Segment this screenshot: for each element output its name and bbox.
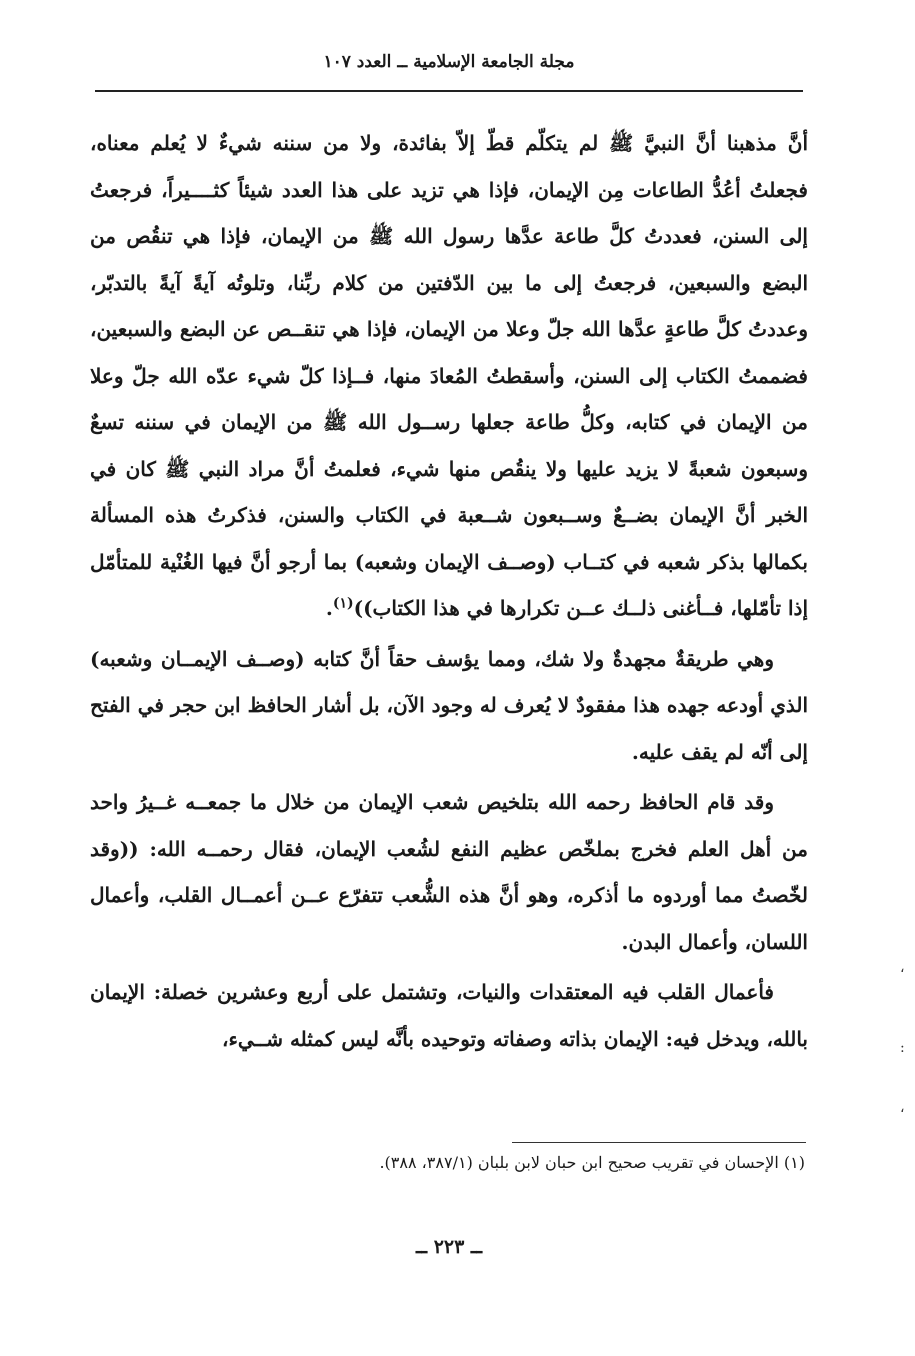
page-number: ــ ٢٢٣ ــ (415, 1236, 483, 1258)
paragraph-3: وقد قام الحافظ رحمه الله بتلخيص شعب الإيمان من خلال ما جمعــه غــيرُ واحد من أهل العلم فخرج بملخّص عظيم النفع لشُعب الإيمان، فقال رحمــه الله: ((وقد لخّصتُ مما أوردوه ما أذكره، وهو أنَّ هذه الشُّعب تتفرّع عــن أعمــال القلب، وأعمال اللسان، وأعمال البدن. (90, 790, 808, 954)
footnote: (١) الإحسان في تقريب صحيح ابن حبان لابن بلبان (٣٨٧/١، ٣٨٨). (379, 1153, 805, 1172)
footnote-divider (512, 1142, 806, 1143)
paragraph-4: فأعمال القلب فيه المعتقدات والنيات، وتشتمل على أربع وعشرين خصلة: الإيمان بالله، ويدخل فيه: الإيمان بذاته وصفاته وتوحيده بأنَّه ليس كمثله شــيء، (90, 980, 808, 1051)
header-divider (95, 90, 803, 92)
paragraph-1-end: . (325, 596, 333, 620)
margin-mark: ، (900, 1100, 905, 1116)
margin-mark: ، (900, 960, 905, 976)
paragraph-1 (90, 120, 808, 632)
running-header: مجلة الجامعة الإسلامية ــ العدد ١٠٧ (323, 52, 575, 72)
paragraph-1-text: أنَّ مذهبنا أنَّ النبيَّ ﷺ لم يتكلّم قطّ إلاّ بفائدة، ولا من سننه شيءٌ لا يُعلم معناه، فجعلتُ أعُدُّ الطاعات مِن الإيمان، فإذا هي تزيد على هذا العدد شيئاً كثــــيراً، فرجعتُ إلى السنن، فعددتُ كلَّ طاعة عدَّها رسول الله ﷺ من الإيمان، فإذا هي تنقُص من البضع والسبعين، فرجعتُ إلى ما بين الدّفتين من كلام ربِّنا، وتلوتُه آيةً آيةً بالتدبّر، وعددتُ كلَّ طاعةٍ عدَّها الله جلّ وعلا من الإيمان، فإذا هي تنقــص عن البضع والسبعين، فضممتُ الكتاب إلى السنن، وأسقطتُ المُعادَ منها، فــإذا كلّ شيء عدّه الله جلّ وعلا من الإيمان في كتابه، وكلُّ طاعة جعلها رســول الله ﷺ من الإيمان في سننه تسعٌ وسبعون شعبةً لا يزيد عليها ولا ينقُص منها شيء، فعلمتُ أنَّ مراد النبي ﷺ كان في الخبر أنَّ الإيمان بضــعٌ وســبعون شــعبة في الكتاب والسنن، فذكرتُ هذه المسألة بكمالها بذكر شعبه في كتــاب (وصــف الإيمان وشعبه) بما أرجو أنَّ فيها الغُنْية للمتأمّل إذا تأمّلها، فــأغنى ذلــك عــن تكرارها في هذا الكتاب)) (90, 131, 808, 620)
footnote-reference: (١) (332, 595, 354, 612)
margin-mark: : (900, 1040, 905, 1056)
paragraph-2: وهي طريقةٌ مجهدةٌ ولا شك، ومما يؤسف حقاً أنَّ كتابه (وصــف الإيمــان وشعبه) الذي أودعه جهده هذا مفقودٌ لا يُعرف له وجود الآن، بل أشار الحافظ ابن حجر في الفتح إلى أنّه لم يقف عليه. (90, 646, 808, 764)
body-text (90, 120, 808, 1066)
